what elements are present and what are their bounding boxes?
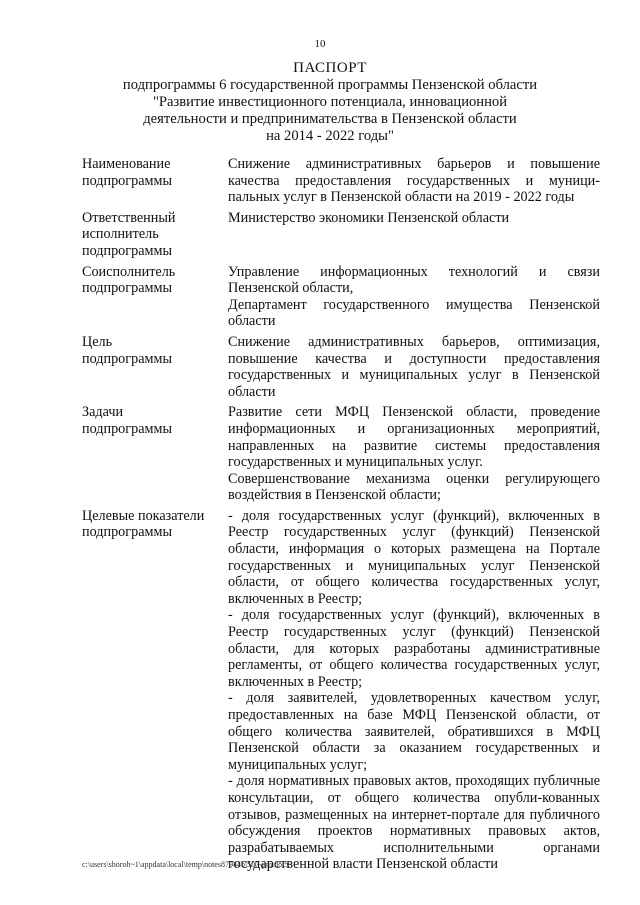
value-paragraph: Снижение административных барьеров, оптимизация, повышение качества и доступности предоставления государственных и муниципальных услуг в Пензенской области: [228, 333, 600, 400]
subtitle-line-3: деятельности и предпринимательства в Пензенской области: [143, 111, 517, 127]
subtitle-line-1: подпрограммы 6 государственной программы Пензенской области: [122, 77, 538, 93]
label-line: подпрограммы: [82, 242, 172, 259]
label-line: Цель: [82, 333, 113, 350]
row-label: [82, 264, 228, 330]
document-title: ПАСПОРТ: [293, 60, 367, 76]
value-paragraph: Совершенствование механизма оценки регулирующего воздействия в Пензенской области;: [228, 470, 600, 504]
label-line: подпрограммы: [82, 420, 172, 437]
subtitle-line-2: "Развитие инвестиционного потенциала, инновационной: [152, 94, 508, 110]
row-label: [82, 156, 228, 206]
value-paragraph: - доля заявителей, удовлетворенных качеством услуг, предоставленных на базе МФЦ Пензенской области, от общего количества заявителей, обратившихся в МФЦ Пензенской области за оказанием государственных и муниципальных услуг;: [228, 690, 600, 773]
row-value: [228, 156, 600, 206]
passport-table: [82, 156, 602, 877]
row-label: [82, 508, 228, 873]
value-paragraph: Департамент государственного имущества Пензенской области: [228, 296, 600, 330]
row-value: [228, 264, 600, 330]
label-line: исполнитель: [82, 226, 159, 243]
file-path-footer: c:\users\shoroh~1\appdata\local\temp\notes87944b\507-pm.docx: [82, 860, 290, 869]
page-number: 10: [314, 38, 326, 50]
row-tasks: [82, 404, 602, 504]
row-value: [228, 210, 600, 260]
value-paragraph: - доля нормативных правовых актов, проходящих публичные консультации, от общего количества опубли-кованных отзывов, размещенных на интернет-портале для публичного обсуждения проектов нормативных правовых актов, разрабатываемых исполнительными органами государственной власти Пензенской области: [228, 773, 600, 873]
label-line: подпрограммы: [82, 172, 172, 189]
subtitle-line-4: на 2014 - 2022 годы": [266, 128, 394, 144]
row-label: [82, 210, 228, 260]
row-goal: [82, 334, 602, 400]
label-line: Соисполнитель: [82, 263, 176, 280]
row-label: [82, 334, 228, 400]
row-indicators: [82, 508, 602, 873]
row-value: [228, 334, 600, 400]
row-value: [228, 404, 600, 504]
row-co-executor: [82, 264, 602, 330]
value-paragraph: Управление информационных технологий и связи Пензенской области,: [228, 263, 600, 297]
row-name: [82, 156, 602, 206]
value-paragraph: Снижение административных барьеров и повышение качества предоставления государственных и муници-пальных услуг в Пензенской области на 2019 - 2022 годы: [228, 156, 600, 206]
row-label: [82, 404, 228, 504]
value-paragraph: - доля государственных услуг (функций), включенных в Реестр государственных услуг (функций) Пензенской области, информация о которых размещена на Портале государственных и муниципальных услуг Пензенской области, от общего количества государственных услуг, включенных в Реестр;: [228, 507, 600, 607]
label-line: Наименование: [82, 156, 171, 172]
row-responsible: [82, 210, 602, 260]
value-paragraph: - доля государственных услуг (функций), включенных в Реестр государственных услуг (функций) Пензенской области, для которых разработаны административные регламенты, от общего количества государственных услуг, включенных в Реестр;: [228, 607, 600, 690]
label-line: Ответственный: [82, 209, 176, 226]
label-line: подпрограммы: [82, 280, 172, 297]
value-paragraph: Развитие сети МФЦ Пензенской области, проведение информационных и организационных мероприятий, направленных на развитие системы предоставления государственных и муниципальных услуг.: [228, 404, 600, 471]
label-line: Целевые показатели: [82, 507, 205, 524]
row-value: [228, 508, 600, 873]
label-line: подпрограммы: [82, 350, 172, 367]
label-line: подпрограммы: [82, 524, 172, 541]
label-line: Задачи: [82, 404, 124, 421]
value-paragraph: Министерство экономики Пензенской области: [228, 209, 510, 226]
document-header: [60, 60, 600, 145]
